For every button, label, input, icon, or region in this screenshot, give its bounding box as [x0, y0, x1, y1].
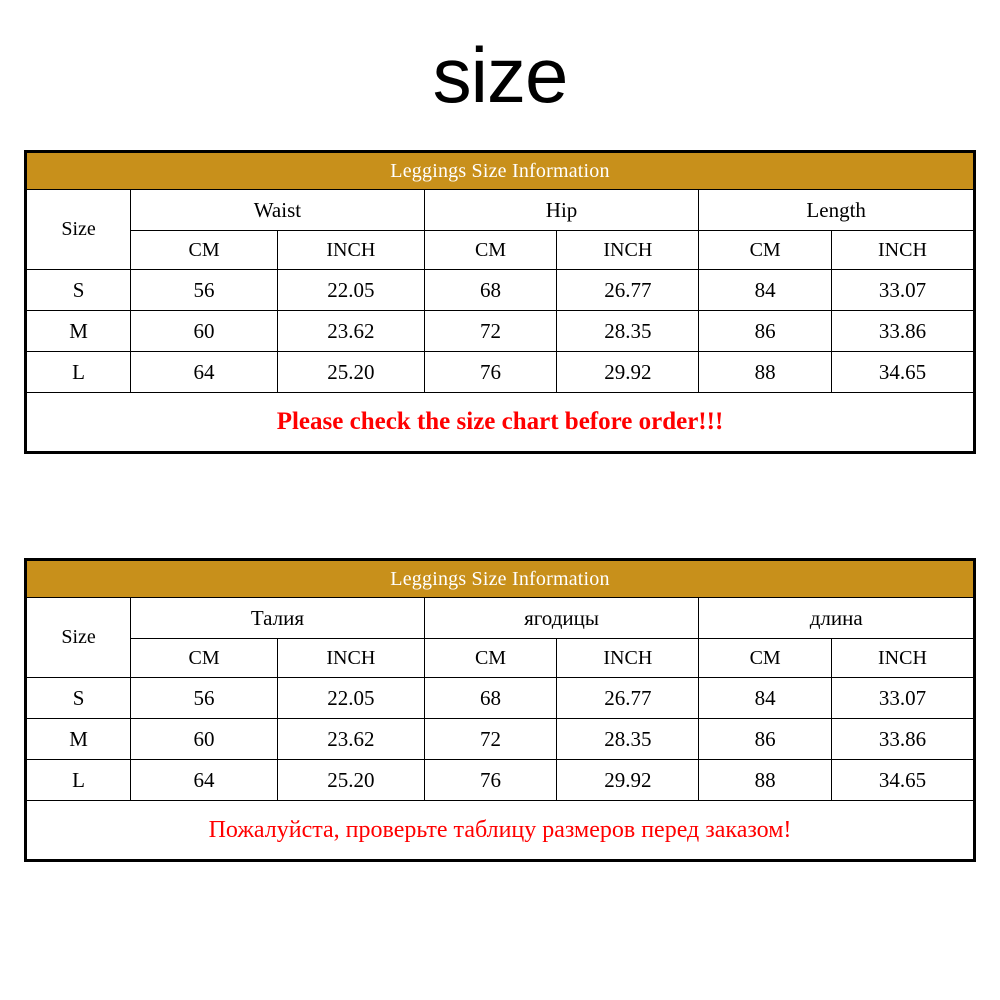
cell-hip-inch: 28.35	[557, 719, 699, 760]
cell-waist-cm: 56	[131, 270, 278, 311]
cell-length-cm: 86	[699, 311, 832, 352]
table-header-title: Leggings Size Information	[27, 561, 974, 598]
cell-waist-cm: 64	[131, 352, 278, 393]
unit-length-inch: INCH	[831, 231, 973, 270]
cell-hip-inch: 29.92	[557, 760, 699, 801]
table-row	[27, 719, 974, 760]
group-header-hip: Hip	[424, 190, 699, 231]
cell-length-inch: 34.65	[831, 352, 973, 393]
table-header-title: Leggings Size Information	[27, 153, 974, 190]
group-header-waist: Талия	[131, 598, 425, 639]
cell-hip-cm: 68	[424, 678, 557, 719]
size-table-english	[26, 152, 974, 452]
cell-size: M	[27, 311, 131, 352]
unit-length-inch: INCH	[831, 639, 973, 678]
unit-length-cm: CM	[699, 639, 832, 678]
note-row	[27, 393, 974, 452]
cell-hip-inch: 29.92	[557, 352, 699, 393]
cell-length-inch: 33.86	[831, 311, 973, 352]
group-header-length: Length	[699, 190, 974, 231]
cell-hip-cm: 72	[424, 311, 557, 352]
cell-length-cm: 84	[699, 270, 832, 311]
size-chart-warning: Пожалуйста, проверьте таблицу размеров перед заказом!	[208, 816, 792, 843]
group-header-row	[27, 598, 974, 639]
unit-waist-inch: INCH	[277, 639, 424, 678]
cell-hip-inch: 26.77	[557, 678, 699, 719]
unit-waist-cm: CM	[131, 231, 278, 270]
unit-header-row	[27, 639, 974, 678]
cell-size: L	[27, 760, 131, 801]
group-header-length: длина	[699, 598, 974, 639]
unit-hip-cm: CM	[424, 231, 557, 270]
cell-hip-cm: 76	[424, 760, 557, 801]
cell-length-cm: 86	[699, 719, 832, 760]
unit-hip-cm: CM	[424, 639, 557, 678]
cell-size: L	[27, 352, 131, 393]
unit-waist-cm: CM	[131, 639, 278, 678]
cell-length-inch: 33.86	[831, 719, 973, 760]
column-header-size: Size	[27, 190, 131, 270]
size-chart-russian	[24, 558, 976, 862]
table-row	[27, 760, 974, 801]
cell-size: S	[27, 678, 131, 719]
cell-waist-cm: 64	[131, 760, 278, 801]
table-row	[27, 270, 974, 311]
cell-length-cm: 88	[699, 352, 832, 393]
cell-length-cm: 84	[699, 678, 832, 719]
cell-hip-inch: 28.35	[557, 311, 699, 352]
cell-waist-cm: 56	[131, 678, 278, 719]
group-header-hip: ягодицы	[424, 598, 699, 639]
cell-length-inch: 34.65	[831, 760, 973, 801]
cell-hip-cm: 68	[424, 270, 557, 311]
unit-header-row	[27, 231, 974, 270]
cell-waist-inch: 25.20	[277, 352, 424, 393]
table-header-row	[27, 561, 974, 598]
size-chart-warning: Please check the size chart before order!!!	[276, 408, 724, 435]
cell-waist-cm: 60	[131, 311, 278, 352]
column-header-size: Size	[27, 598, 131, 678]
group-header-row	[27, 190, 974, 231]
group-header-waist: Waist	[131, 190, 425, 231]
size-chart-english	[24, 150, 976, 454]
cell-waist-inch: 23.62	[277, 311, 424, 352]
cell-size: S	[27, 270, 131, 311]
cell-waist-inch: 25.20	[277, 760, 424, 801]
page-title: size	[432, 31, 568, 119]
table-row	[27, 678, 974, 719]
cell-hip-cm: 76	[424, 352, 557, 393]
table-row	[27, 352, 974, 393]
cell-length-inch: 33.07	[831, 270, 973, 311]
cell-length-inch: 33.07	[831, 678, 973, 719]
table-header-row	[27, 153, 974, 190]
cell-waist-cm: 60	[131, 719, 278, 760]
cell-hip-cm: 72	[424, 719, 557, 760]
unit-waist-inch: INCH	[277, 231, 424, 270]
unit-length-cm: CM	[699, 231, 832, 270]
cell-hip-inch: 26.77	[557, 270, 699, 311]
cell-waist-inch: 22.05	[277, 270, 424, 311]
table-row	[27, 311, 974, 352]
unit-hip-inch: INCH	[557, 639, 699, 678]
size-table-russian	[26, 560, 974, 860]
unit-hip-inch: INCH	[557, 231, 699, 270]
cell-length-cm: 88	[699, 760, 832, 801]
cell-waist-inch: 23.62	[277, 719, 424, 760]
cell-size: M	[27, 719, 131, 760]
cell-waist-inch: 22.05	[277, 678, 424, 719]
note-row	[27, 801, 974, 860]
